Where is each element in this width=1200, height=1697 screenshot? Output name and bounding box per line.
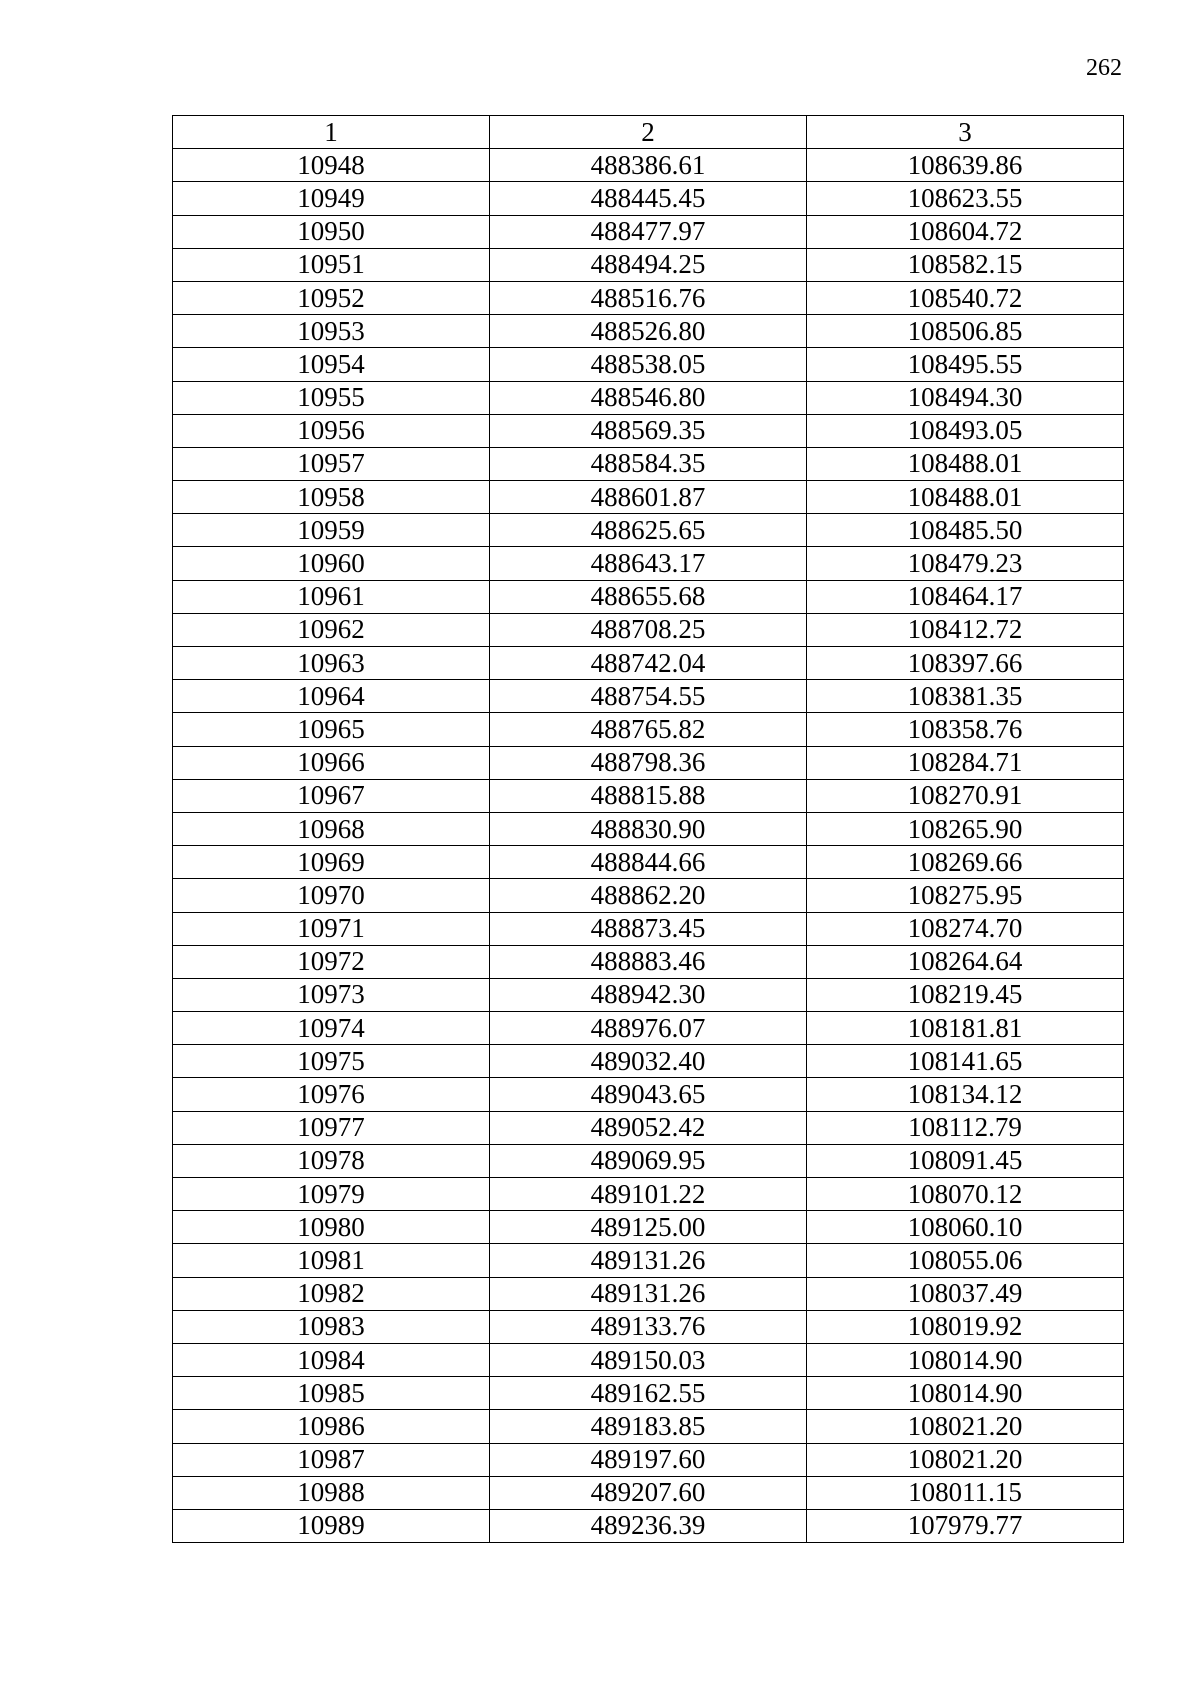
table-cell: 108412.72 [806,613,1123,646]
table-cell: 108506.85 [806,315,1123,348]
table-cell: 10959 [173,514,490,547]
table-cell: 108488.01 [806,447,1123,480]
table-cell: 108485.50 [806,514,1123,547]
table-cell: 10968 [173,812,490,845]
table-row [173,315,1124,348]
page-number: 262 [1086,55,1122,81]
table-cell: 10974 [173,1012,490,1045]
table-row [173,945,1124,978]
table-cell: 10957 [173,447,490,480]
table-cell: 10980 [173,1211,490,1244]
header-row [173,116,1124,149]
table-cell: 488584.35 [489,447,806,480]
table-row [173,1045,1124,1078]
table-cell: 488862.20 [489,879,806,912]
table-cell: 488494.25 [489,248,806,281]
table-cell: 10951 [173,248,490,281]
table-row [173,680,1124,713]
table-cell: 489131.26 [489,1277,806,1310]
table-cell: 488655.68 [489,580,806,613]
table-cell: 488798.36 [489,746,806,779]
table-cell: 488883.46 [489,945,806,978]
table-cell: 488976.07 [489,1012,806,1045]
table-cell: 489207.60 [489,1476,806,1509]
table-cell: 488546.80 [489,381,806,414]
table-row [173,779,1124,812]
table-cell: 488830.90 [489,812,806,845]
table-cell: 489032.40 [489,1045,806,1078]
table-cell: 10953 [173,315,490,348]
table-cell: 10970 [173,879,490,912]
table-cell: 10960 [173,547,490,580]
table-cell: 10954 [173,348,490,381]
table-row [173,713,1124,746]
table-row [173,481,1124,514]
table-cell: 10964 [173,680,490,713]
table-cell: 489125.00 [489,1211,806,1244]
table-cell: 108274.70 [806,912,1123,945]
table-cell: 489043.65 [489,1078,806,1111]
table-cell: 10986 [173,1410,490,1443]
table-row [173,1476,1124,1509]
table-cell: 10965 [173,713,490,746]
table-cell: 10978 [173,1144,490,1177]
table-row [173,381,1124,414]
table-cell: 108060.10 [806,1211,1123,1244]
table-cell: 10988 [173,1476,490,1509]
table-cell: 10961 [173,580,490,613]
table-cell: 10950 [173,215,490,248]
table-row [173,1277,1124,1310]
table-cell: 10966 [173,746,490,779]
table-row [173,812,1124,845]
table-cell: 108358.76 [806,713,1123,746]
table-cell: 108623.55 [806,182,1123,215]
table-cell: 108494.30 [806,381,1123,414]
table-row [173,414,1124,447]
table-cell: 10958 [173,481,490,514]
table-row [173,447,1124,480]
table-cell: 10963 [173,647,490,680]
table-cell: 10976 [173,1078,490,1111]
table-cell: 108495.55 [806,348,1123,381]
table-cell: 488643.17 [489,547,806,580]
table-cell: 108037.49 [806,1277,1123,1310]
table-cell: 488386.61 [489,149,806,182]
table-row [173,248,1124,281]
table-cell: 107979.77 [806,1509,1123,1542]
table-cell: 108014.90 [806,1343,1123,1376]
table-cell: 488742.04 [489,647,806,680]
table-cell: 108275.95 [806,879,1123,912]
table-cell: 108397.66 [806,647,1123,680]
table-body [173,149,1124,1543]
table-cell: 108270.91 [806,779,1123,812]
table-cell: 108055.06 [806,1244,1123,1277]
table-cell: 488516.76 [489,281,806,314]
table-cell: 108091.45 [806,1144,1123,1177]
table-cell: 10952 [173,281,490,314]
table-row [173,1410,1124,1443]
table-cell: 108639.86 [806,149,1123,182]
table-row [173,1178,1124,1211]
table-cell: 10955 [173,381,490,414]
table-row [173,978,1124,1011]
table-row [173,1078,1124,1111]
table-row [173,182,1124,215]
table-cell: 10972 [173,945,490,978]
table-row [173,647,1124,680]
table-cell: 108284.71 [806,746,1123,779]
table-cell: 489162.55 [489,1377,806,1410]
table-cell: 108264.64 [806,945,1123,978]
table-row [173,1244,1124,1277]
table-cell: 488765.82 [489,713,806,746]
table-cell: 10956 [173,414,490,447]
table-cell: 10981 [173,1244,490,1277]
table-row [173,215,1124,248]
table-cell: 108381.35 [806,680,1123,713]
table-cell: 10985 [173,1377,490,1410]
table-cell: 10987 [173,1443,490,1476]
table-row [173,1343,1124,1376]
table-cell: 10973 [173,978,490,1011]
table-cell: 10977 [173,1111,490,1144]
table-row [173,1509,1124,1542]
table-cell: 488601.87 [489,481,806,514]
table-cell: 489069.95 [489,1144,806,1177]
table-cell: 488625.65 [489,514,806,547]
table-row [173,1111,1124,1144]
table-row [173,281,1124,314]
table-cell: 488873.45 [489,912,806,945]
table-cell: 108219.45 [806,978,1123,1011]
table-cell: 488708.25 [489,613,806,646]
table-cell: 488844.66 [489,846,806,879]
table-row [173,912,1124,945]
table-cell: 489197.60 [489,1443,806,1476]
table-cell: 108464.17 [806,580,1123,613]
table-cell: 10989 [173,1509,490,1542]
table-cell: 10983 [173,1310,490,1343]
table-row [173,1144,1124,1177]
table-cell: 10948 [173,149,490,182]
table-row [173,1443,1124,1476]
table-cell: 489236.39 [489,1509,806,1542]
table-cell: 488815.88 [489,779,806,812]
table-row [173,149,1124,182]
table-cell: 488538.05 [489,348,806,381]
table-cell: 10949 [173,182,490,215]
table-row [173,1377,1124,1410]
table-cell: 108479.23 [806,547,1123,580]
table-row [173,547,1124,580]
table-cell: 108014.90 [806,1377,1123,1410]
table-cell: 10982 [173,1277,490,1310]
table-row [173,879,1124,912]
table-cell: 488526.80 [489,315,806,348]
column-header-2: 2 [489,116,806,149]
table-cell: 108070.12 [806,1178,1123,1211]
table-cell: 108181.81 [806,1012,1123,1045]
column-header-1: 1 [173,116,490,149]
table-cell: 108540.72 [806,281,1123,314]
table-cell: 10984 [173,1343,490,1376]
table-cell: 108582.15 [806,248,1123,281]
table-cell: 488942.30 [489,978,806,1011]
table-cell: 488477.97 [489,215,806,248]
table-cell: 488445.45 [489,182,806,215]
table-cell: 108021.20 [806,1443,1123,1476]
table-row [173,514,1124,547]
table-cell: 488569.35 [489,414,806,447]
table-cell: 108112.79 [806,1111,1123,1144]
table-cell: 10971 [173,912,490,945]
table-cell: 108011.15 [806,1476,1123,1509]
table-cell: 489183.85 [489,1410,806,1443]
table-cell: 10967 [173,779,490,812]
table-cell: 489101.22 [489,1178,806,1211]
table-cell: 108604.72 [806,215,1123,248]
column-header-3: 3 [806,116,1123,149]
table-cell: 489131.26 [489,1244,806,1277]
table-cell: 489052.42 [489,1111,806,1144]
table-cell: 10962 [173,613,490,646]
table-cell: 489133.76 [489,1310,806,1343]
table-row [173,1211,1124,1244]
table-cell: 108265.90 [806,812,1123,845]
table-row [173,613,1124,646]
table-row [173,746,1124,779]
table-cell: 10969 [173,846,490,879]
table-row [173,1012,1124,1045]
table-row [173,846,1124,879]
table-row [173,580,1124,613]
table-row [173,1310,1124,1343]
table-cell: 108134.12 [806,1078,1123,1111]
table-header [173,116,1124,149]
table-cell: 488754.55 [489,680,806,713]
table-cell: 108021.20 [806,1410,1123,1443]
table-cell: 108493.05 [806,414,1123,447]
table-cell: 108488.01 [806,481,1123,514]
table-row [173,348,1124,381]
table-cell: 108141.65 [806,1045,1123,1078]
table-cell: 108269.66 [806,846,1123,879]
table-cell: 489150.03 [489,1343,806,1376]
table-cell: 10979 [173,1178,490,1211]
table-cell: 10975 [173,1045,490,1078]
table-cell: 108019.92 [806,1310,1123,1343]
coordinates-table [172,115,1124,1543]
